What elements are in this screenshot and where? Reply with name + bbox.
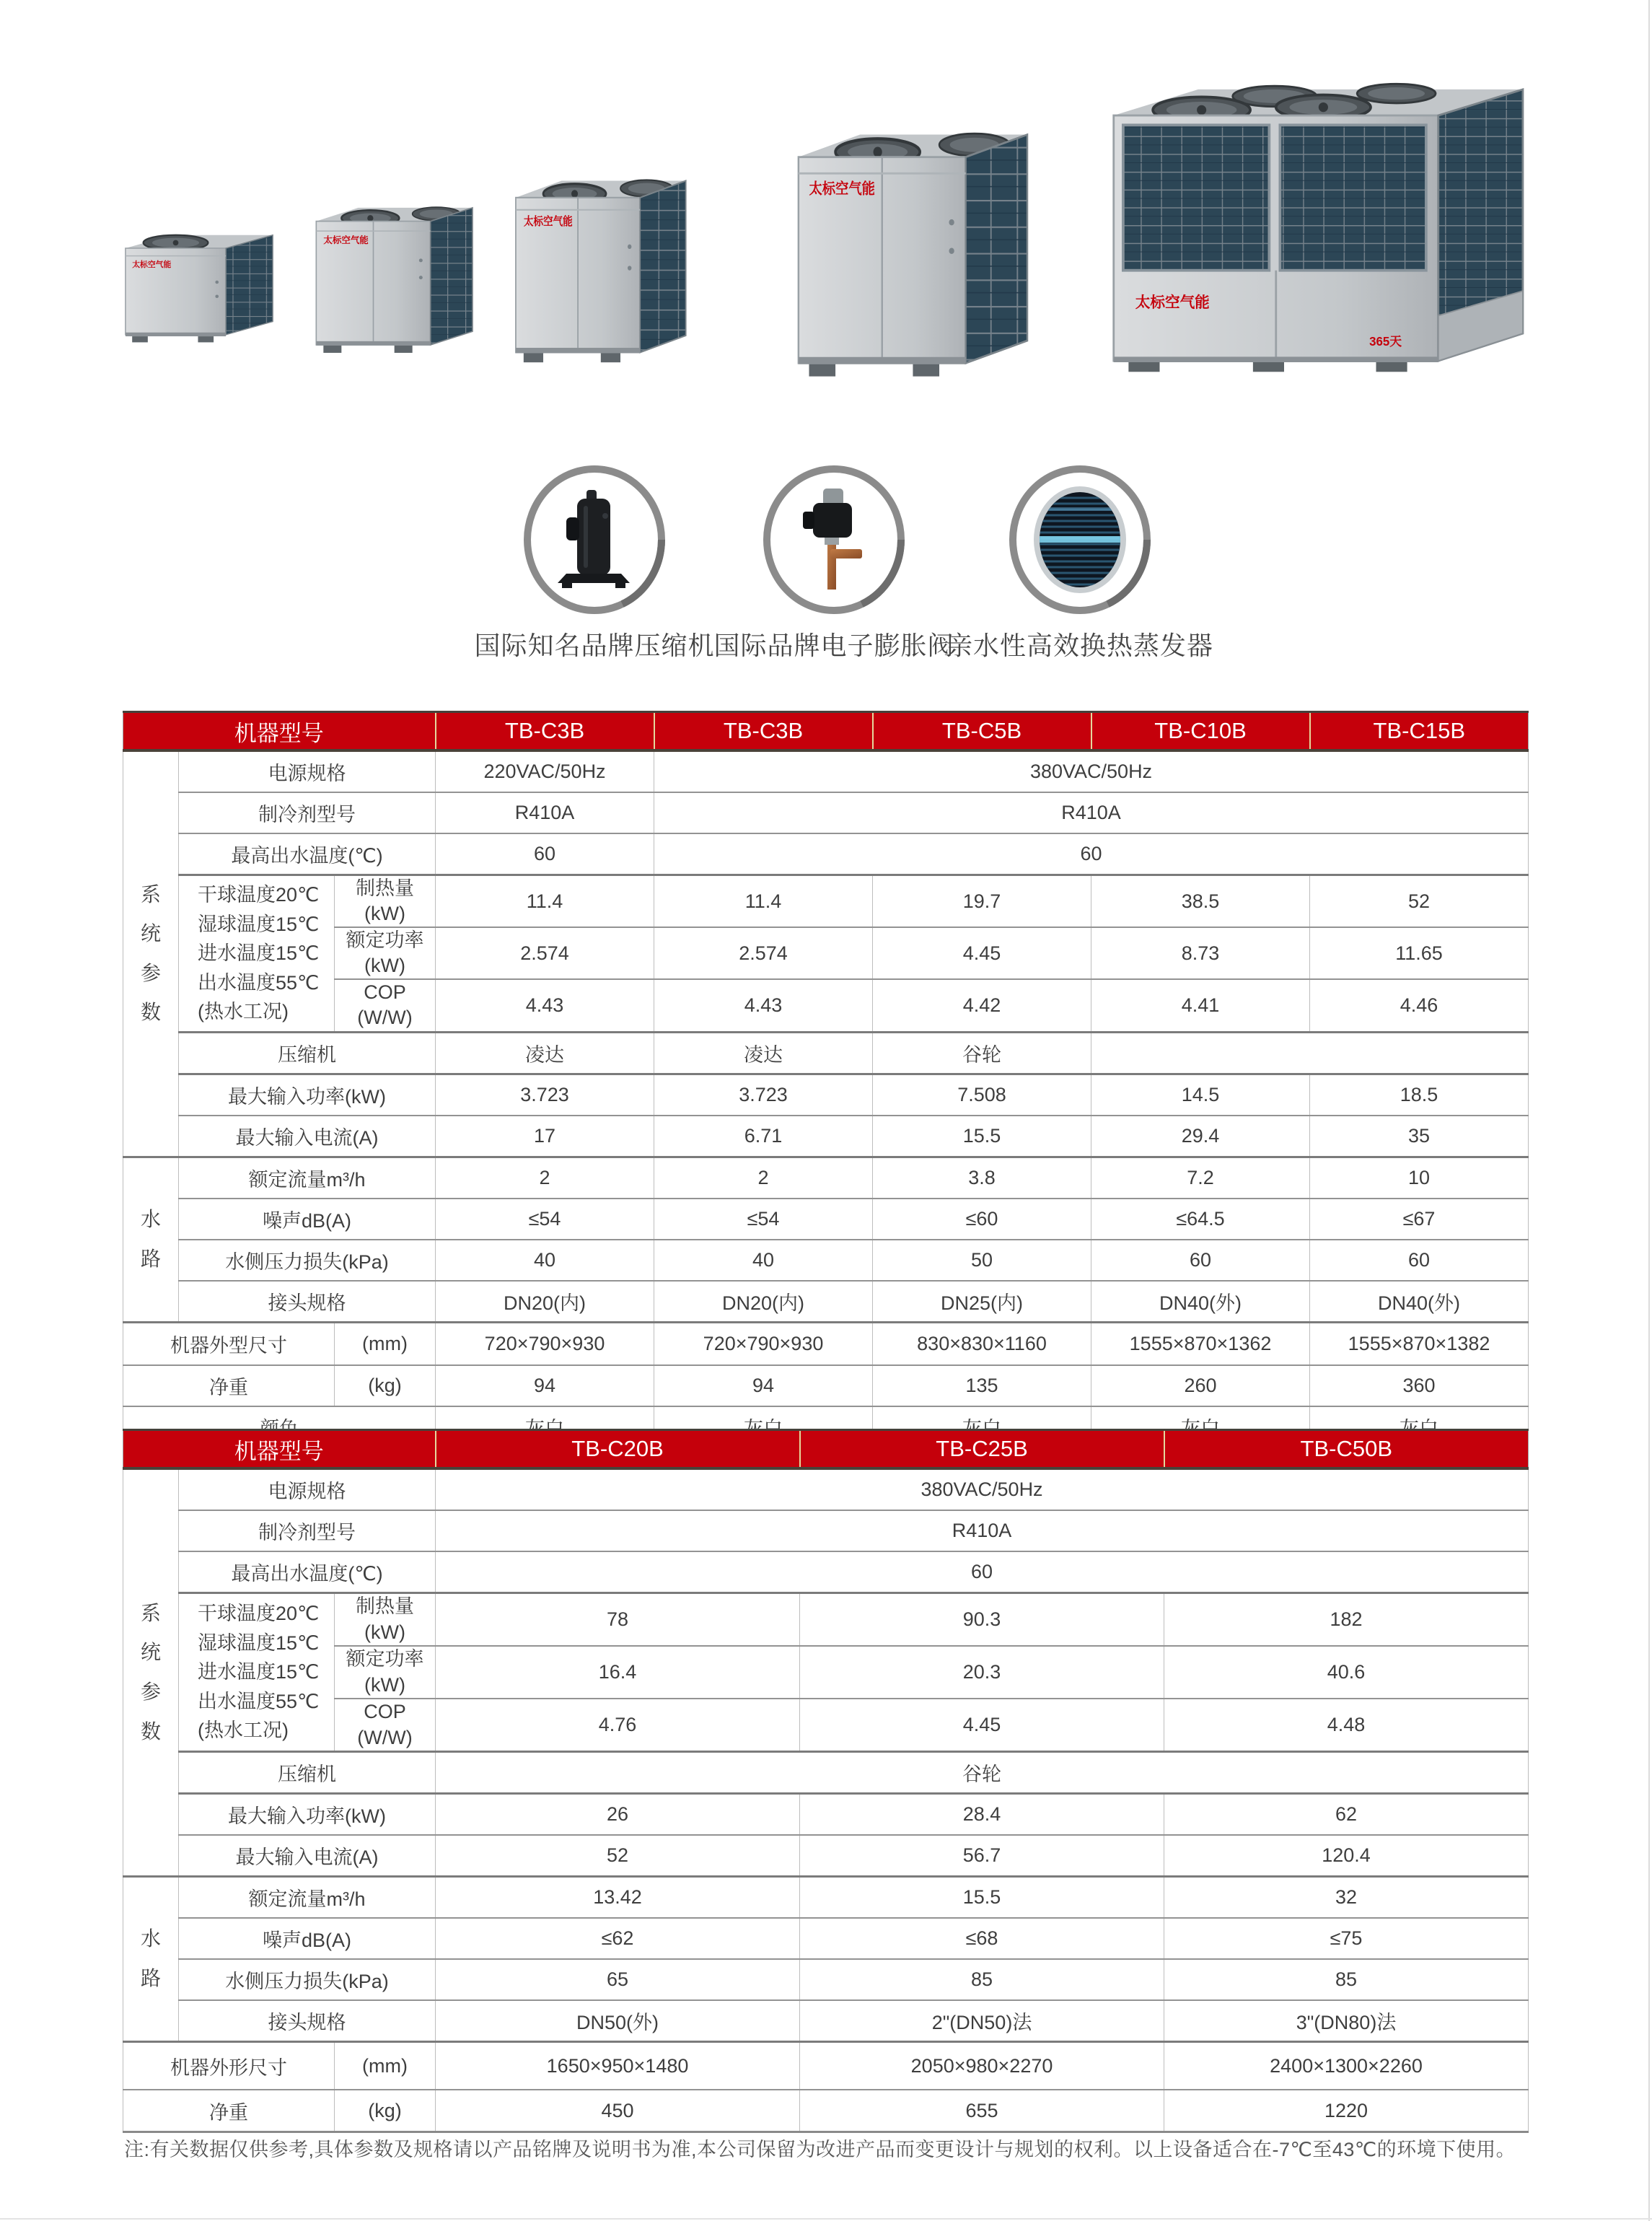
- feature-caption-expansion-valve: 国际品牌电子膨胀阀: [713, 631, 954, 660]
- cell: 2"(DN50)法: [800, 2000, 1164, 2042]
- cell: 655: [800, 2090, 1164, 2132]
- cell: R410A: [436, 792, 654, 833]
- cell: ≤68: [800, 1918, 1164, 1959]
- row-power-spec: [123, 1468, 1529, 1510]
- cell: 2.574: [654, 927, 873, 979]
- group-water-circuit: 水路: [123, 1877, 179, 2042]
- row-refrigerant: [123, 792, 1529, 833]
- cell: 60: [436, 1551, 1529, 1593]
- cell: 38.5: [1091, 875, 1310, 928]
- row-label-net-weight: 净重: [123, 1365, 335, 1406]
- cell: 260: [1091, 1365, 1310, 1406]
- cell: R410A: [436, 1510, 1529, 1551]
- cell: 14.5: [1091, 1074, 1310, 1116]
- cell: 135: [873, 1365, 1091, 1406]
- group-system-params: 系统参数: [123, 750, 179, 1157]
- row-label-compressor: 压缩机: [179, 1032, 436, 1074]
- evaporator-icon: [1006, 465, 1154, 614]
- cell: ≤54: [436, 1199, 654, 1240]
- cell: ≤67: [1310, 1199, 1529, 1240]
- row-connector: [123, 2000, 1529, 2042]
- expansion-valve-icon: [760, 465, 908, 614]
- cell: 20.3: [800, 1646, 1164, 1699]
- row-label-heating-capacity: 制热量 (kW): [335, 1593, 436, 1647]
- row-heating-capacity: [123, 875, 1529, 928]
- cell: 4.76: [436, 1699, 800, 1752]
- cell: DN40(外): [1310, 1281, 1529, 1323]
- row-label-rated-flow: 额定流量m³/h: [179, 1157, 436, 1199]
- row-label-dimensions-unit: (mm): [335, 1322, 436, 1365]
- cell: 720×790×930: [436, 1322, 654, 1365]
- cell: ≤75: [1164, 1918, 1529, 1959]
- row-label-refrigerant: 制冷剂型号: [179, 1510, 436, 1551]
- cell: DN25(内): [873, 1281, 1091, 1323]
- cell: 15.5: [873, 1116, 1091, 1157]
- cell: 380VAC/50Hz: [436, 1468, 1529, 1510]
- cell: 2: [436, 1157, 654, 1199]
- cell: 40: [436, 1240, 654, 1281]
- cell: 17: [436, 1116, 654, 1157]
- feature-icons-row: [0, 465, 1652, 667]
- table1-header-row: [123, 712, 1529, 751]
- cell: 94: [654, 1365, 873, 1406]
- row-max-input-current: [123, 1116, 1529, 1157]
- cell: 62: [1164, 1794, 1529, 1836]
- heat-pump-photo-2: [303, 183, 483, 361]
- feature-evaporator: [936, 465, 1224, 662]
- cell: 2: [654, 1157, 873, 1199]
- row-label-connector: 接头规格: [179, 2000, 436, 2042]
- model-header: TB-C10B: [1091, 712, 1310, 751]
- model-header: TB-C3B: [436, 712, 654, 751]
- cell: 94: [436, 1365, 654, 1406]
- cell: 11.65: [1310, 927, 1529, 979]
- model-header: TB-C25B: [800, 1430, 1164, 1469]
- cell: 谷轮: [436, 1752, 1529, 1794]
- cell: 7.508: [873, 1074, 1091, 1116]
- cell: 1220: [1164, 2090, 1529, 2132]
- cell: 90.3: [800, 1593, 1164, 1647]
- cell: 4.42: [873, 979, 1091, 1032]
- cell: 50: [873, 1240, 1091, 1281]
- heat-pump-photo-4: [779, 94, 1043, 390]
- row-compressor: [123, 1752, 1529, 1794]
- heat-pump-photo-3: [501, 150, 698, 372]
- feature-caption-compressor: 国际知名品牌压缩机: [474, 631, 715, 660]
- cell: 85: [1164, 1959, 1529, 2000]
- row-label-cop: COP (W/W): [335, 1699, 436, 1752]
- cell: DN40(外): [1091, 1281, 1310, 1323]
- cell: ≤54: [654, 1199, 873, 1240]
- cell: ≤62: [436, 1918, 800, 1959]
- row-label-heating-capacity: 制热量 (kW): [335, 875, 436, 928]
- cell: 60: [436, 833, 654, 875]
- model-header-label: 机器型号: [123, 712, 436, 751]
- cell: 4.45: [800, 1699, 1164, 1752]
- page-edge-line: [0, 2218, 1652, 2220]
- page-edge-line: [1648, 0, 1650, 2221]
- cell: ≤60: [873, 1199, 1091, 1240]
- model-header: TB-C50B: [1164, 1430, 1529, 1469]
- row-heating-capacity: [123, 1593, 1529, 1647]
- group-system-params: 系统参数: [123, 1468, 179, 1877]
- row-refrigerant: [123, 1510, 1529, 1551]
- cell: 360: [1310, 1365, 1529, 1406]
- table2-header-row: [123, 1430, 1529, 1469]
- group-water-circuit: 水路: [123, 1157, 179, 1322]
- row-label-pressure-loss: 水侧压力损失(kPa): [179, 1240, 436, 1281]
- spec-table-large-models: [123, 1429, 1529, 2133]
- row-label-max-outlet-temp: 最高出水温度(℃): [179, 1551, 436, 1593]
- cell: 4.43: [654, 979, 873, 1032]
- row-label-max-input-current: 最大输入电流(A): [179, 1835, 436, 1877]
- cell: 18.5: [1310, 1074, 1529, 1116]
- cell: 60: [654, 833, 1529, 875]
- row-max-input-current: [123, 1835, 1529, 1877]
- row-power-spec: [123, 750, 1529, 792]
- cell: 凌达: [654, 1032, 873, 1074]
- cell: 15.5: [800, 1877, 1164, 1919]
- row-connector: [123, 1281, 1529, 1323]
- row-label-cop: COP (W/W): [335, 979, 436, 1032]
- row-label-net-weight: 净重: [123, 2090, 335, 2132]
- cell: ≤64.5: [1091, 1199, 1310, 1240]
- cell: 40.6: [1164, 1646, 1529, 1699]
- model-header: TB-C20B: [436, 1430, 800, 1469]
- cell: 85: [800, 1959, 1164, 2000]
- row-net-weight: [123, 2090, 1529, 2132]
- cell: 4.45: [873, 927, 1091, 979]
- row-rated-power: [123, 1646, 1529, 1699]
- row-label-max-input-power: 最大输入功率(kW): [179, 1074, 436, 1116]
- row-label-max-input-current: 最大输入电流(A): [179, 1116, 436, 1157]
- cell-empty: [1091, 1032, 1529, 1074]
- row-max-input-power: [123, 1794, 1529, 1836]
- cell: 3"(DN80)法: [1164, 2000, 1529, 2042]
- cell: 26: [436, 1794, 800, 1836]
- row-max-input-power: [123, 1074, 1529, 1116]
- heat-pump-photo-5: [1100, 47, 1533, 403]
- cell: 2050×980×2270: [800, 2042, 1164, 2090]
- cell: 56.7: [800, 1835, 1164, 1877]
- cell: 4.46: [1310, 979, 1529, 1032]
- model-header: TB-C5B: [873, 712, 1091, 751]
- row-label-power: 电源规格: [179, 1468, 436, 1510]
- cell: 谷轮: [873, 1032, 1091, 1074]
- cell: DN20(内): [654, 1281, 873, 1323]
- cell: 450: [436, 2090, 800, 2132]
- cell: 220VAC/50Hz: [436, 750, 654, 792]
- cell: 52: [436, 1835, 800, 1877]
- cell: 11.4: [654, 875, 873, 928]
- feature-expansion-valve: [690, 465, 978, 662]
- product-images: [0, 0, 1652, 426]
- row-label-compressor: 压缩机: [179, 1752, 436, 1794]
- feature-caption-evaporator: 亲水性高效换热蒸发器: [946, 631, 1213, 660]
- row-label-dimensions-unit: (mm): [335, 2042, 436, 2090]
- cell: 16.4: [436, 1646, 800, 1699]
- cell: 3.8: [873, 1157, 1091, 1199]
- cell: 35: [1310, 1116, 1529, 1157]
- footnote: 注:有关数据仅供参考,具体参数及规格请以产品铭牌及说明书为准,本公司保留为改进产品而变更设计与规划的权利。以上设备适合在-7℃至43℃的环境下使用。: [124, 2139, 1516, 2160]
- row-pressure-loss: [123, 1240, 1529, 1281]
- row-rated-flow: [123, 1157, 1529, 1199]
- cell: 13.42: [436, 1877, 800, 1919]
- cell: 3.723: [654, 1074, 873, 1116]
- row-pressure-loss: [123, 1959, 1529, 2000]
- row-rated-flow: [123, 1877, 1529, 1919]
- cell: 720×790×930: [654, 1322, 873, 1365]
- cell: 1650×950×1480: [436, 2042, 800, 2090]
- cell: 4.43: [436, 979, 654, 1032]
- heat-pump-photo-1: [115, 216, 283, 348]
- row-dimensions: [123, 2042, 1529, 2090]
- row-net-weight: [123, 1365, 1529, 1406]
- row-max-outlet-temp: [123, 833, 1529, 875]
- row-label-max-input-power: 最大输入功率(kW): [179, 1794, 436, 1836]
- row-noise: [123, 1918, 1529, 1959]
- cell: 7.2: [1091, 1157, 1310, 1199]
- model-header: TB-C15B: [1310, 712, 1529, 751]
- cell: 10: [1310, 1157, 1529, 1199]
- row-label-net-weight-unit: (kg): [335, 1365, 436, 1406]
- cell: 8.73: [1091, 927, 1310, 979]
- test-condition-label: 干球温度20℃ 湿球温度15℃ 进水温度15℃ 出水温度55℃ (热水工况): [179, 1593, 335, 1752]
- cell: 830×830×1160: [873, 1322, 1091, 1365]
- cell: 28.4: [800, 1794, 1164, 1836]
- row-label-noise: 噪声dB(A): [179, 1918, 436, 1959]
- cell: 凌达: [436, 1032, 654, 1074]
- cell: 1555×870×1382: [1310, 1322, 1529, 1365]
- row-max-outlet-temp: [123, 1551, 1529, 1593]
- row-label-rated-flow: 额定流量m³/h: [179, 1877, 436, 1919]
- test-condition-label: 干球温度20℃ 湿球温度15℃ 进水温度15℃ 出水温度55℃ (热水工况): [179, 875, 335, 1033]
- row-label-power: 电源规格: [179, 750, 436, 792]
- cell: 4.41: [1091, 979, 1310, 1032]
- compressor-icon: [520, 465, 669, 614]
- cell: 78: [436, 1593, 800, 1647]
- cell: 29.4: [1091, 1116, 1310, 1157]
- cell: 2400×1300×2260: [1164, 2042, 1529, 2090]
- row-cop: [123, 1699, 1529, 1752]
- row-cop: [123, 979, 1529, 1032]
- cell: 4.48: [1164, 1699, 1529, 1752]
- row-label-connector: 接头规格: [179, 1281, 436, 1323]
- row-label-rated-power: 额定功率 (kW): [335, 927, 436, 979]
- row-label-noise: 噪声dB(A): [179, 1199, 436, 1240]
- row-rated-power: [123, 927, 1529, 979]
- cell: 3.723: [436, 1074, 654, 1116]
- row-label-refrigerant: 制冷剂型号: [179, 792, 436, 833]
- cell: 19.7: [873, 875, 1091, 928]
- cell: R410A: [654, 792, 1529, 833]
- row-label-net-weight-unit: (kg): [335, 2090, 436, 2132]
- cell: 11.4: [436, 875, 654, 928]
- row-label-pressure-loss: 水侧压力损失(kPa): [179, 1959, 436, 2000]
- row-label-dimensions: 机器外型尺寸: [123, 1322, 335, 1365]
- model-header: TB-C3B: [654, 712, 873, 751]
- cell: 52: [1310, 875, 1529, 928]
- cell: 65: [436, 1959, 800, 2000]
- row-compressor: [123, 1032, 1529, 1074]
- cell: 1555×870×1362: [1091, 1322, 1310, 1365]
- cell: DN20(内): [436, 1281, 654, 1323]
- row-dimensions: [123, 1322, 1529, 1365]
- spec-table-small-models: [123, 711, 1529, 1449]
- cell: 380VAC/50Hz: [654, 750, 1529, 792]
- cell: DN50(外): [436, 2000, 800, 2042]
- cell: 60: [1091, 1240, 1310, 1281]
- cell: 182: [1164, 1593, 1529, 1647]
- cell: 120.4: [1164, 1835, 1529, 1877]
- cell: 6.71: [654, 1116, 873, 1157]
- row-label-rated-power: 额定功率 (kW): [335, 1646, 436, 1699]
- cell: 60: [1310, 1240, 1529, 1281]
- cell: 40: [654, 1240, 873, 1281]
- row-label-max-outlet-temp: 最高出水温度(℃): [179, 833, 436, 875]
- model-header-label: 机器型号: [123, 1430, 436, 1469]
- cell: 2.574: [436, 927, 654, 979]
- cell: 32: [1164, 1877, 1529, 1919]
- row-noise: [123, 1199, 1529, 1240]
- row-label-dimensions: 机器外形尺寸: [123, 2042, 335, 2090]
